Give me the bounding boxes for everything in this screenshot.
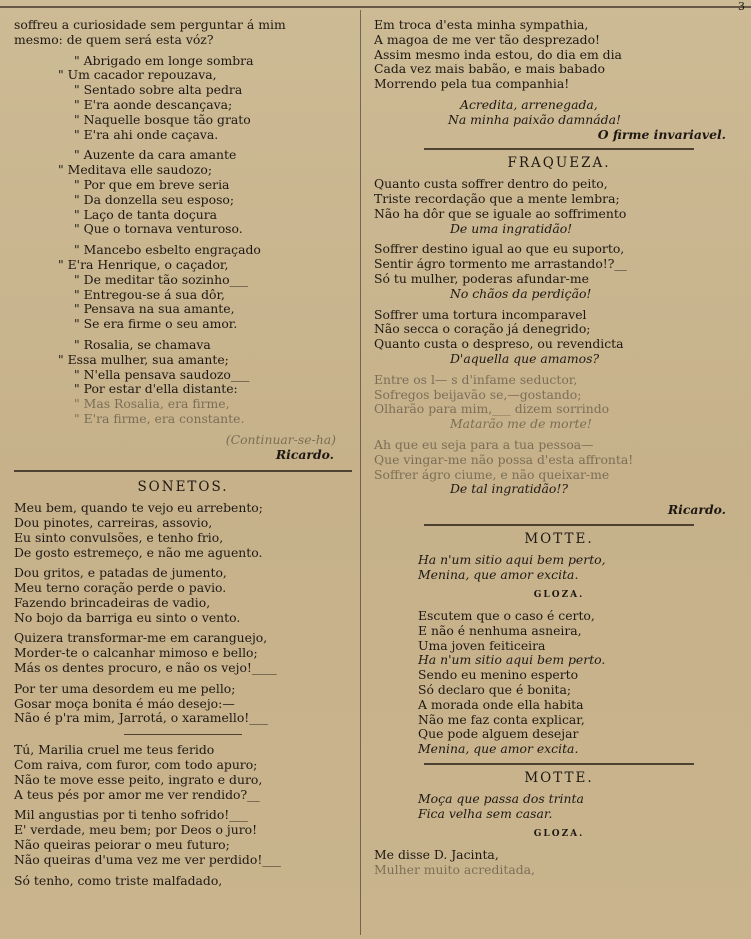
verse-line: " E'ra aonde descançava; [74, 97, 233, 112]
column-divider [360, 10, 361, 935]
verse-line: " E'ra ahi onde caçava. [74, 127, 219, 142]
signature: O firme invariavel. [597, 127, 726, 142]
verse-line: No bojo da barriga eu sinto o vento. [14, 610, 241, 625]
gloza [374, 609, 744, 757]
verse-line: " Entregou-se á sua dôr, [74, 287, 225, 302]
verse-line: Matarão me de morte! [450, 417, 592, 432]
verse-line: " Abrigado em longe sombra [74, 53, 254, 68]
text-line: Acredita, arrenegada, [460, 97, 598, 112]
stanza [374, 177, 744, 236]
verse-line: " De meditar tão sozinho___ [74, 272, 249, 287]
page-number: 3 [738, 0, 745, 13]
text-line: A magoa de me ver tão desprezado! [374, 32, 601, 47]
verse-line: " Auzente da cara amante [74, 148, 237, 163]
verse-line: " Por que em breve seria [74, 177, 230, 192]
section-rule [424, 524, 694, 526]
verse-line: D'aquella que amamos? [450, 351, 600, 366]
text-line: soffreu a curiosidade sem perguntar á mim [14, 18, 286, 32]
verse-line: " Mas Rosalia, era firme, [74, 397, 230, 412]
verse-line: " Por estar d'ella distante: [74, 382, 238, 397]
stanza [374, 373, 744, 432]
verse-line: Meu bem, quando te vejo eu arrebento; [14, 501, 263, 516]
verse-line: " Essa mulher, sua amante; [58, 352, 229, 367]
intro-text [14, 18, 352, 48]
text-line: Morrendo pela tua companhia! [374, 77, 570, 92]
left-column [14, 18, 352, 894]
verse-line: Não queiras d'uma vez me ver perdido!___ [14, 852, 281, 867]
sonnet [14, 501, 352, 726]
verse-line: Dou gritos, e patadas de jumento, [14, 566, 227, 581]
poem [374, 177, 744, 497]
section-title: MOTTE. [524, 770, 594, 787]
verse-line: Uma joven feiticeira [418, 638, 546, 653]
verse-line: Más os dentes procuro, e não os vejo!____ [14, 661, 277, 676]
verse-line: A morada onde ella habita [418, 697, 584, 712]
stanza [14, 148, 352, 237]
motte [374, 553, 744, 583]
verse-line: Morder-te o calcanhar mimoso e bello; [14, 646, 258, 661]
verse-line: " Sentado sobre alta pedra [74, 83, 243, 98]
verse-line: Só tu mulher, poderas afundar-me [374, 271, 589, 286]
verse-line: Não queiras peiorar o meu futuro; [14, 838, 230, 853]
text-line: mesmo: de quem será esta vóz? [14, 32, 214, 47]
signature: Ricardo. [667, 503, 726, 518]
verse-line: De uma ingratidão! [450, 221, 573, 236]
verse-line: Me disse D. Jacinta, [374, 848, 499, 863]
verse-line: Que pode alguem desejar [418, 727, 579, 742]
stanza [14, 808, 352, 867]
poem [14, 54, 352, 427]
text-line: Em troca d'esta minha sympathia, [374, 18, 589, 32]
section-title: SONETOS. [137, 479, 229, 496]
verse-line: Olharão para mim,___ dizem sorrindo [374, 402, 610, 417]
verse-line: Quanto custa o despreso, ou revendicta [374, 337, 624, 352]
stanza [374, 242, 744, 301]
text-line: Menina, que amor excita. [418, 567, 579, 582]
verse-line: Escutem que o caso é certo, [418, 609, 595, 624]
verse-line: " Meditava elle saudozo; [58, 163, 213, 178]
motte [374, 792, 744, 822]
verse-line: Tú, Marilia cruel me teus ferido [14, 743, 215, 758]
verse-line: Sendo eu menino esperto [418, 668, 579, 683]
text-line: Assim mesmo inda estou, do dia em dia [374, 47, 622, 62]
verse-line: Só declaro que é bonita; [418, 683, 572, 698]
section-rule [424, 148, 694, 150]
stanza [14, 338, 352, 427]
verse-line: " Se era firme o seu amor. [74, 317, 238, 332]
verse-line: E' verdade, meu bem; por Deos o juro! [14, 823, 258, 838]
verse-line: E não é nenhuma asneira, [418, 623, 582, 638]
verse-line: " E'ra Henrique, o caçador, [58, 257, 229, 272]
verse-line: " Pensava na sua amante, [74, 302, 235, 317]
poem-ending [374, 18, 744, 92]
stanza [14, 682, 352, 726]
verse-line: " N'ella pensava saudozo___ [74, 367, 250, 382]
stanza [14, 874, 352, 889]
verse-line: Ha n'um sitio aqui bem perto. [418, 653, 606, 668]
stanza [374, 438, 744, 497]
stanza [14, 631, 352, 675]
verse-line: " Mancebo esbelto engraçado [74, 243, 261, 258]
verse-line: Soffrer destino igual ao que eu suporto, [374, 242, 625, 257]
verse-line: " Um cacador repouzava, [58, 68, 217, 83]
verse-line: Por ter uma desordem eu me pello; [14, 681, 236, 696]
verse-line: Gosar moça bonita é máo desejo:— [14, 696, 235, 711]
section-rule [424, 763, 694, 765]
stanza [14, 743, 352, 802]
verse-line: " Da donzella seu esposo; [74, 192, 235, 207]
gloza-label: GLOZA. [533, 829, 585, 840]
sonnet [14, 743, 352, 888]
section-title: MOTTE. [524, 530, 594, 547]
signature: Ricardo. [275, 447, 334, 462]
verse-line: A teus pés por amor me ver rendido?__ [14, 787, 260, 802]
continuation-note: (Continuar-se-ha) [225, 432, 336, 447]
stanza [374, 308, 744, 367]
verse-line: " E'ra firme, era constante. [74, 411, 245, 426]
verse-line: Entre os l— s d'infame seductor, [374, 372, 578, 387]
verse-line: Não é p'ra mim, Jarrotá, o xaramello!___ [14, 711, 268, 726]
verse-line: Mil angustias por ti tenho sofrido!___ [14, 808, 248, 823]
text-line: Na minha paixão damnáda! [448, 112, 621, 127]
verse-line: " Rosalia, se chamava [74, 337, 211, 352]
verse-line: Com raiva, com furor, com todo apuro; [14, 758, 258, 773]
verse-line: Sentir ágro tormento me arrastando!?__ [374, 257, 627, 272]
verse-line: Meu terno coração perde o pavio. [14, 581, 227, 596]
verse-line: Sofregos beijavão se,—gostando; [374, 387, 582, 402]
top-rule [0, 6, 751, 8]
verse-line: Só tenho, como triste malfadado, [14, 873, 223, 888]
verse-line: De tal ingratidão!? [450, 482, 569, 497]
verse-line: " Laço de tanta doçura [74, 207, 218, 222]
text-line: Moça que passa dos trinta [418, 791, 584, 806]
verse-line: Eu sinto convulsões, e tenho frio, [14, 530, 224, 545]
verse-line: " Naquelle bosque tão grato [74, 112, 251, 127]
gloza [374, 848, 744, 878]
verse-line: Menina, que amor excita. [418, 742, 579, 757]
verse-line: " Que o tornava venturoso. [74, 222, 243, 237]
verse-line: Soffrer ágro ciume, e não queixar-me [374, 467, 610, 482]
verse-line: Triste recordação que a mente lembra; [374, 191, 620, 206]
verse-line: Não ha dôr que se iguale ao soffrimento [374, 206, 627, 221]
verse-line: De gosto estremeço, e não me aguento. [14, 545, 263, 560]
verse-line: Fazendo brincadeiras de vadio, [14, 595, 211, 610]
sonnet-rule [124, 734, 242, 735]
text-line: Ha n'um sitio aqui bem perto, [418, 552, 606, 567]
stanza [14, 243, 352, 332]
stanza [14, 566, 352, 625]
verse-line: Não secca o coração já denegrido; [374, 322, 591, 337]
stanza [14, 54, 352, 143]
verse-line: Não me faz conta explicar, [418, 712, 585, 727]
verse-line: No chãos da perdição! [450, 286, 592, 301]
verse-line: Não te move esse peito, ingrato e duro, [14, 772, 263, 787]
verse-line: Mulher muito acreditada, [374, 863, 535, 878]
gloza-label: GLOZA. [533, 590, 585, 601]
verse-line: Ah que eu seja para a tua pessoa— [374, 437, 594, 452]
verse-line: Quanto custa soffrer dentro do peito, [374, 177, 608, 192]
verse-line: Que vingar-me não possa d'esta affronta! [374, 452, 634, 467]
right-column [374, 18, 744, 884]
verse-line: Quizera transformar-me em caranguejo, [14, 631, 268, 646]
verse-line: Dou pinotes, carreiras, assovio, [14, 515, 213, 530]
section-title: FRAQUEZA. [507, 155, 611, 172]
stanza [14, 501, 352, 560]
section-rule [14, 470, 352, 472]
verse-line: Soffrer uma tortura incomparavel [374, 307, 587, 322]
text-line: Cada vez mais babão, e mais babado [374, 62, 605, 77]
text-line: Fica velha sem casar. [418, 806, 553, 821]
